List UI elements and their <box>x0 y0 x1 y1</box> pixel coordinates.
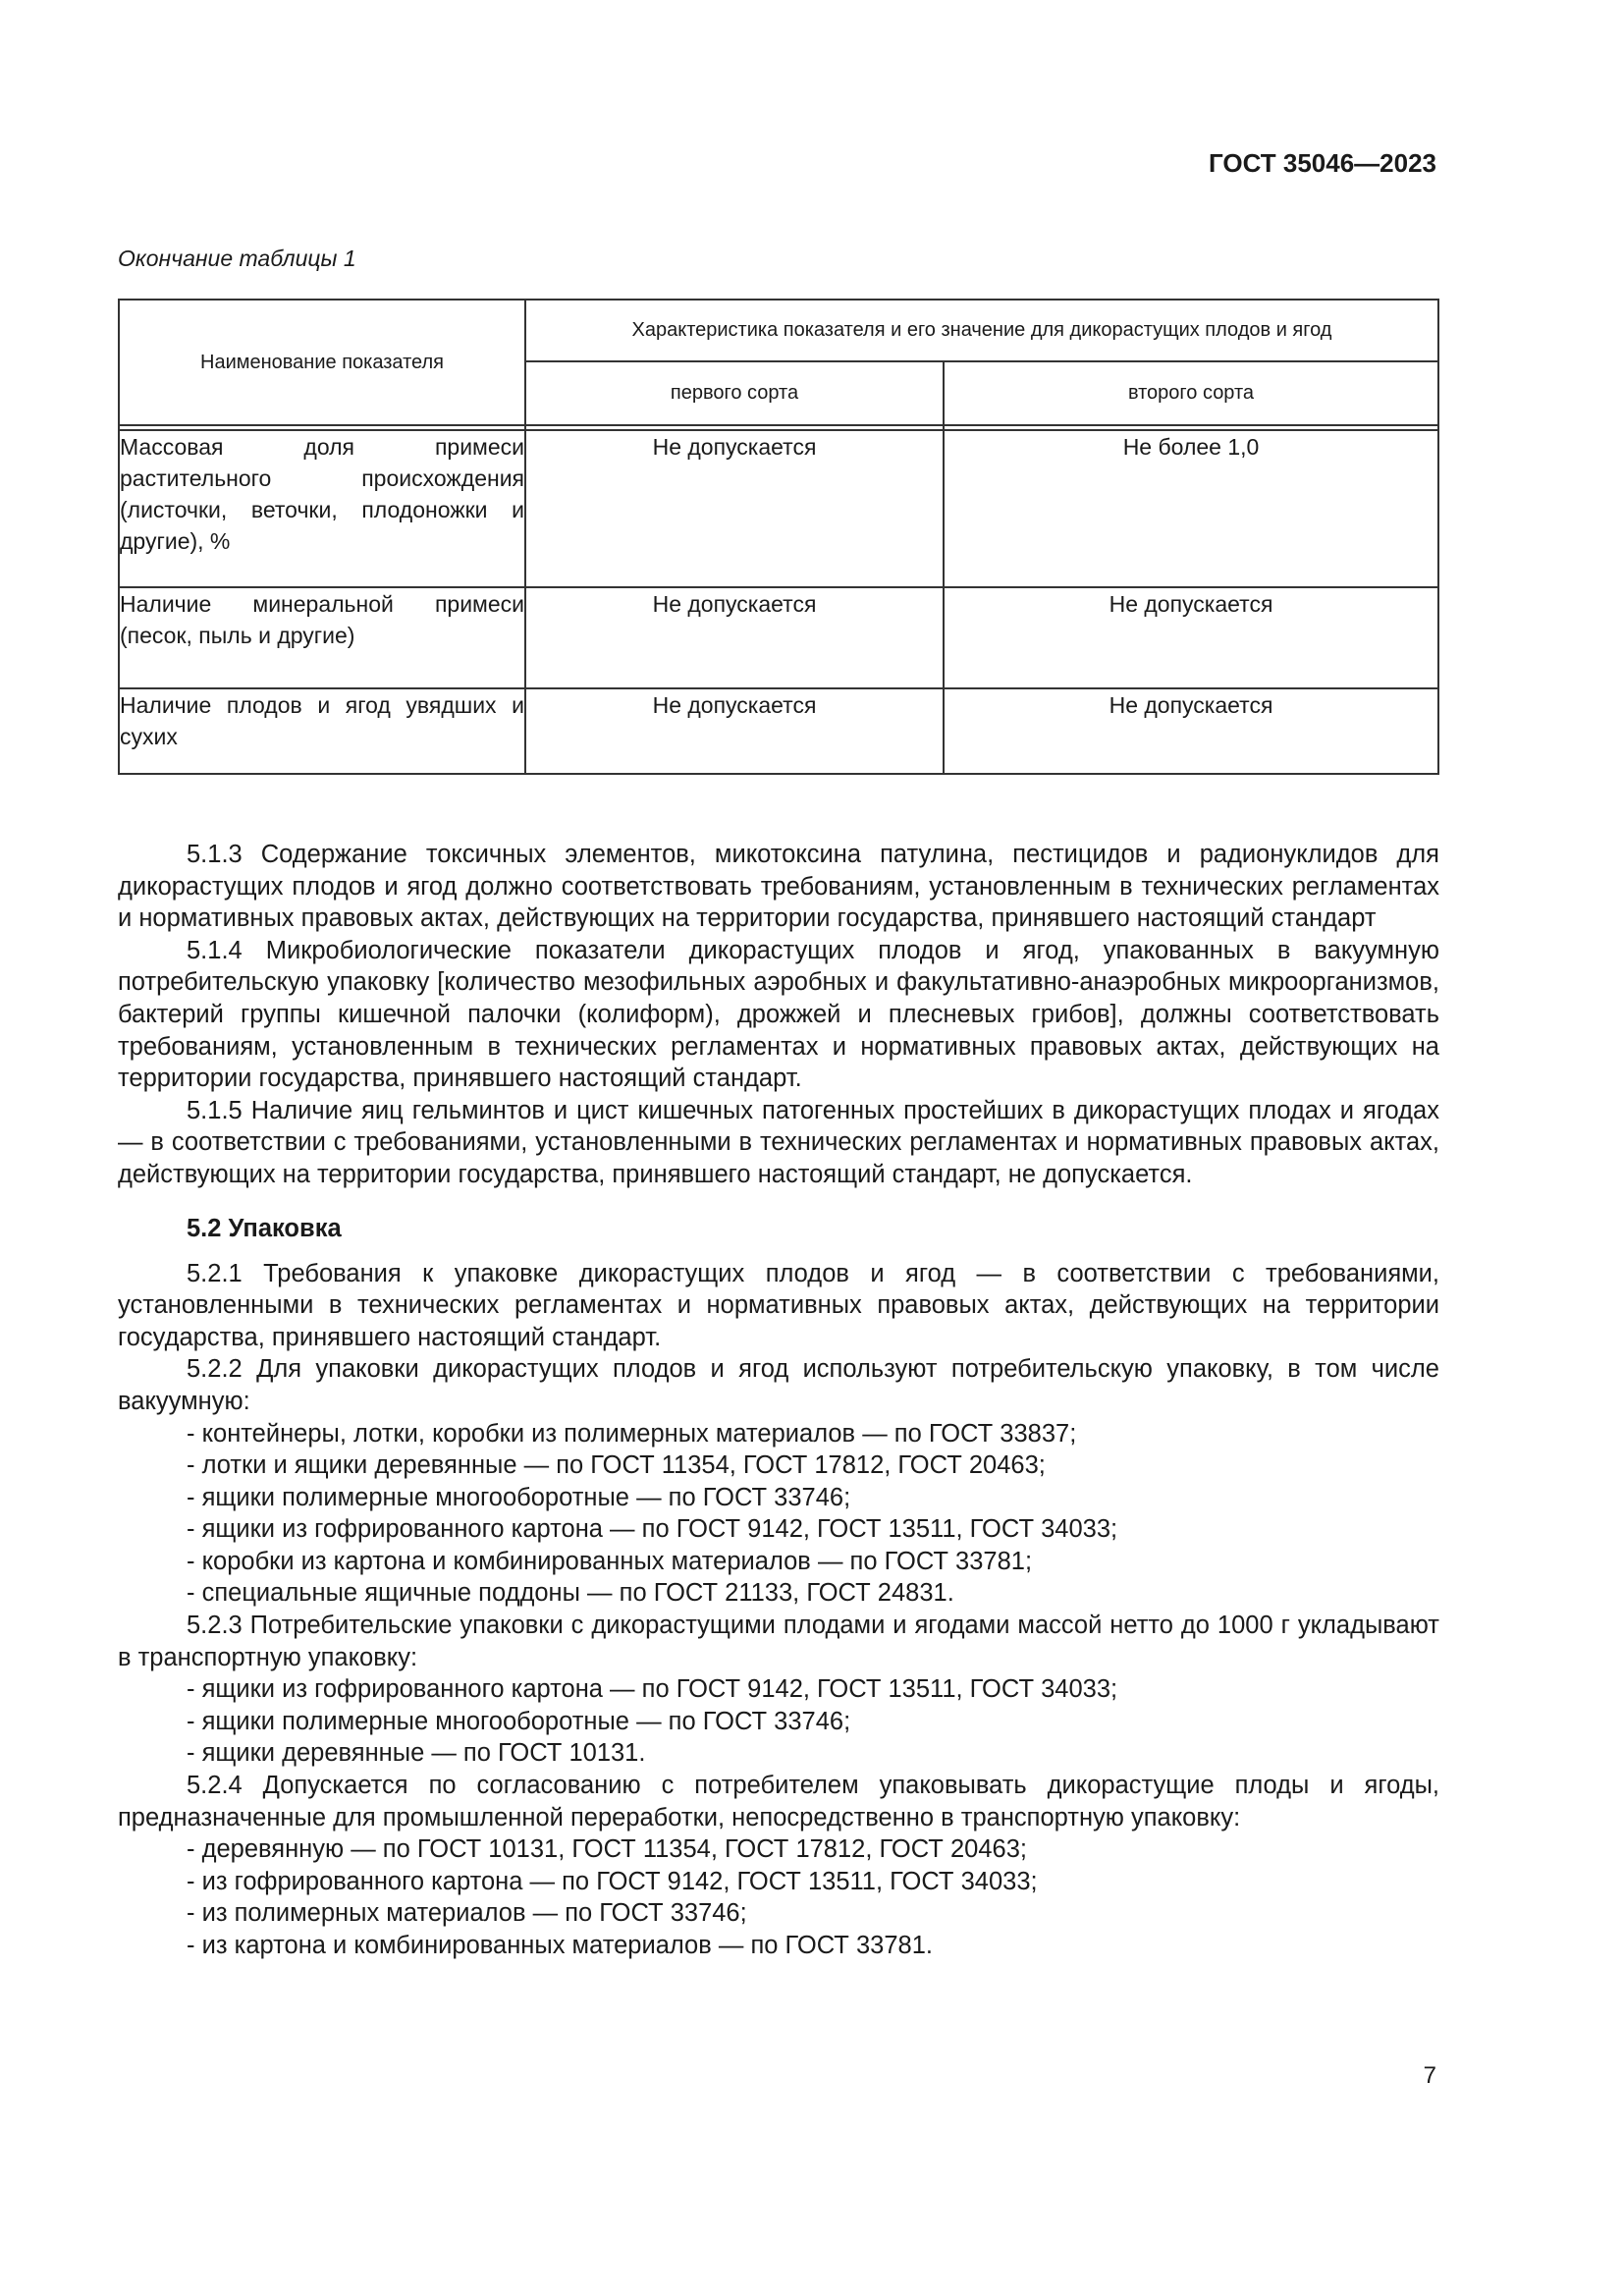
row-name: Массовая доля примеси растительного происхождения (листочки, веточки, плодоножки и другие), % <box>119 430 525 587</box>
section-heading-5-2: 5.2 Упаковка <box>187 1214 342 1242</box>
list-item: - ящики полимерные многооборотные — по ГОСТ 33746; <box>118 1482 1439 1514</box>
table-row <box>119 688 1438 774</box>
row-name: Наличие минеральной примеси (песок, пыль и другие) <box>119 587 525 688</box>
list-item: - деревянную — по ГОСТ 10131, ГОСТ 11354, ГОСТ 17812, ГОСТ 20463; <box>118 1833 1439 1866</box>
table-caption: Окончание таблицы 1 <box>118 246 356 271</box>
list-item: - специальные ящичные поддоны — по ГОСТ 21133, ГОСТ 24831. <box>118 1577 1439 1610</box>
list-item: - ящики деревянные — по ГОСТ 10131. <box>118 1737 1439 1770</box>
row-name: Наличие плодов и ягод увядших и сухих <box>119 688 525 774</box>
row-second: Не более 1,0 <box>944 430 1438 587</box>
header-first-grade: первого сорта <box>525 361 944 425</box>
table-1 <box>118 299 1439 775</box>
row-first: Не допускается <box>525 430 944 587</box>
header-second-grade: второго сорта <box>944 361 1438 425</box>
list-item: - из полимерных материалов — по ГОСТ 33746; <box>118 1897 1439 1930</box>
header-indicator-name: Наименование показателя <box>119 300 525 425</box>
list-item: - ящики из гофрированного картона — по ГОСТ 9142, ГОСТ 13511, ГОСТ 34033; <box>118 1673 1439 1706</box>
row-second: Не допускается <box>944 587 1438 688</box>
row-second: Не допускается <box>944 688 1438 774</box>
table-row <box>119 430 1438 587</box>
paragraph-5-2-1: 5.2.1 Требования к упаковке дикорастущих плодов и ягод — в соответствии с требованиями, установленными в технических регламентах и нормативных правовых актах, действующих на территории государства, принявшего настоящий стандарт. <box>118 1259 1439 1351</box>
header-characteristic: Характеристика показателя и его значение для дикорастущих плодов и ягод <box>525 300 1438 361</box>
list-item: - ящики полимерные многооборотные — по ГОСТ 33746; <box>118 1706 1439 1738</box>
table-row <box>119 587 1438 688</box>
row-first: Не допускается <box>525 688 944 774</box>
list-item: - из картона и комбинированных материалов — по ГОСТ 33781. <box>118 1930 1439 1962</box>
paragraph-5-2-2: 5.2.2 Для упаковки дикорастущих плодов и ягод используют потребительскую упаковку, в том числе вакуумную: <box>118 1355 1439 1415</box>
list-item: - лотки и ящики деревянные — по ГОСТ 11354, ГОСТ 17812, ГОСТ 20463; <box>118 1449 1439 1482</box>
list-item: - коробки из картона и комбинированных материалов — по ГОСТ 33781; <box>118 1546 1439 1578</box>
document-number: ГОСТ 35046—2023 <box>1209 148 1436 178</box>
paragraph-5-2-3: 5.2.3 Потребительские упаковки с дикорастущими плодами и ягодами массой нетто до 1000 г укладывают в транспортную упаковку: <box>118 1612 1439 1671</box>
page-number: 7 <box>1423 2062 1436 2089</box>
list-item: - из гофрированного картона — по ГОСТ 9142, ГОСТ 13511, ГОСТ 34033; <box>118 1866 1439 1898</box>
row-first: Не допускается <box>525 587 944 688</box>
paragraph-5-1-4: 5.1.4 Микробиологические показатели дикорастущих плодов и ягод, упакованных в вакуумную потребительскую упаковку [количество мезофильных аэробных и факультативно-анаэробных микроорганизмов, бактерий группы кишечной палочки (колиформ), дрожжей и плесневых грибов], должны соответствовать требованиям, установленным в технических регламентах и нормативных правовых актах, действующих на территории государства, принявшего настоящий стандарт. <box>118 936 1439 1093</box>
list-item: - ящики из гофрированного картона — по ГОСТ 9142, ГОСТ 13511, ГОСТ 34033; <box>118 1513 1439 1546</box>
list-item: - контейнеры, лотки, коробки из полимерных материалов — по ГОСТ 33837; <box>118 1418 1439 1450</box>
paragraph-5-2-4: 5.2.4 Допускается по согласованию с потребителем упаковывать дикорастущие плоды и ягоды, предназначенные для промышленной переработки, непосредственно в транспортную упаковку: <box>118 1772 1439 1831</box>
body-text <box>118 839 1439 1962</box>
paragraph-5-1-5: 5.1.5 Наличие яиц гельминтов и цист кишечных патогенных простейших в дикорастущих плодах и ягодах — в соответствии с требованиями, установленными в технических регламентах и нормативных правовых актах, действующих на территории государства, принявшего настоящий стандарт, не допускается. <box>118 1096 1439 1188</box>
paragraph-5-1-3: 5.1.3 Содержание токсичных элементов, микотоксина патулина, пестицидов и радионуклидов для дикорастущих плодов и ягод должно соответствовать требованиям, установленным в технических регламентах и нормативных правовых актах, действующих на территории государства, принявшего настоящий стандарт <box>118 841 1439 933</box>
